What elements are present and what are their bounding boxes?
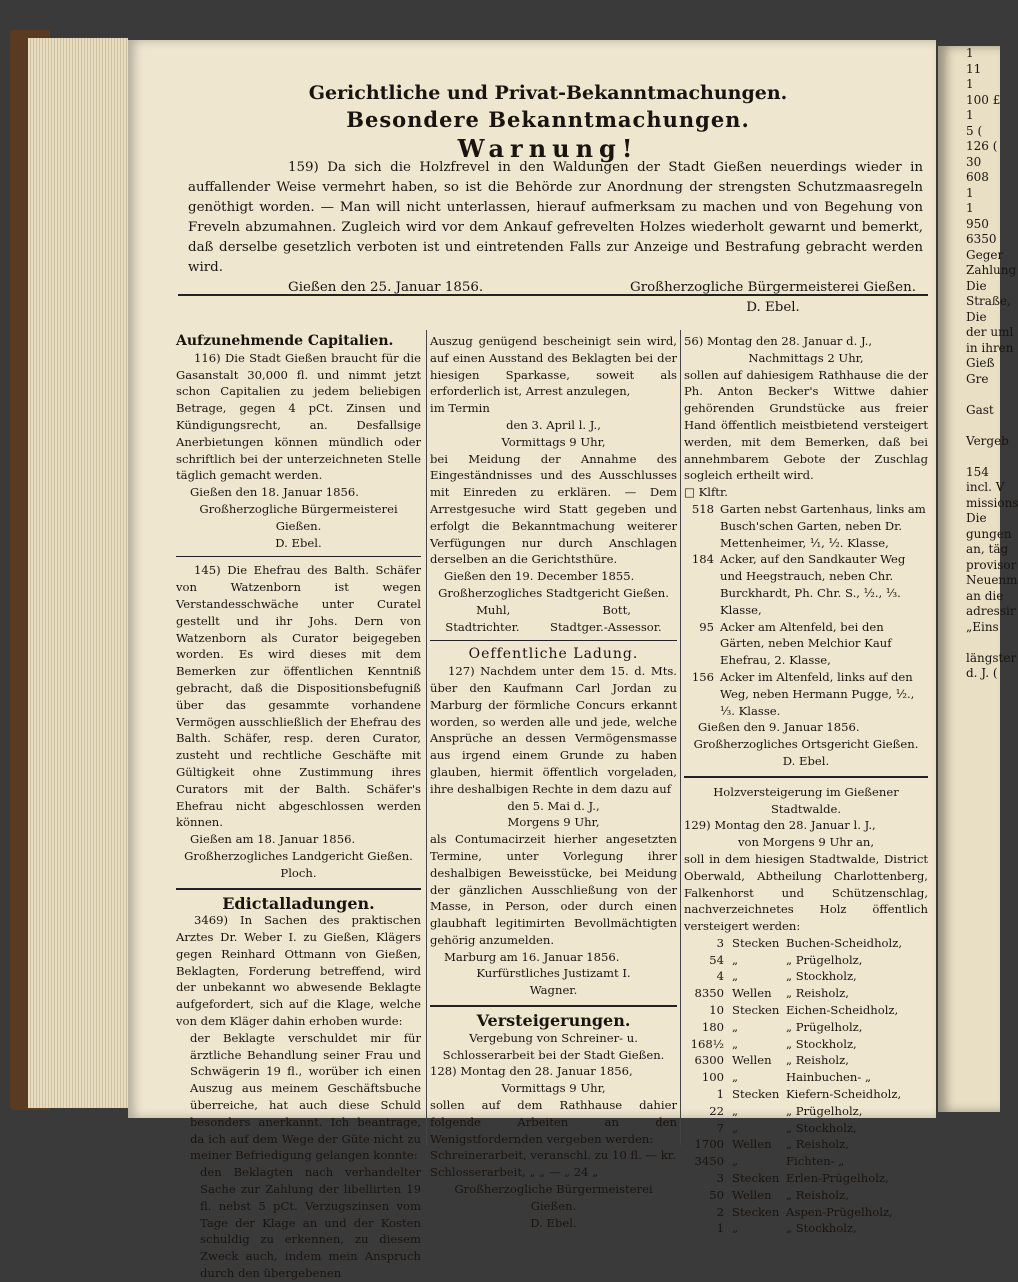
lot-description: Garten nebst Gartenhaus, links am Busch'schen Garten, neben Dr. Mettenheimer, ¹⁄₁, ¹⁄₂. Klasse, (720, 501, 926, 550)
notice-date: Marburg am 16. Januar 1856. (444, 949, 620, 964)
notice-signer: D. Ebel. (275, 535, 322, 550)
wood-kind: Hainbuchen- „ (786, 1070, 871, 1085)
wood-item (684, 1136, 928, 1153)
wood-kind: „ Stockholz, (786, 1221, 857, 1236)
notice-date: Gießen den 9. Januar 1856. (698, 720, 860, 735)
column-3 (684, 333, 928, 1237)
lot-list (684, 501, 928, 719)
termin-label: im Termin (430, 401, 490, 416)
divider (176, 888, 421, 890)
wood-item (684, 1187, 928, 1204)
termin-date: den 5. Mai d. J., (507, 798, 600, 813)
page-header (168, 80, 928, 164)
wood-quantity: 22 (709, 1103, 724, 1118)
wood-item (684, 1153, 928, 1170)
wood-kind: „ Reisholz, (786, 1137, 849, 1152)
lot-item (684, 619, 928, 669)
signer-role: Stadtrichter. (445, 619, 520, 634)
wood-unit: Stecken (732, 1171, 780, 1186)
wood-quantity: 4 (716, 969, 724, 984)
wood-quantity: 3 (716, 935, 724, 950)
lot-item (684, 551, 928, 618)
wood-quantity: 1 (716, 1221, 724, 1236)
wood-unit: Wellen (732, 1187, 772, 1202)
column-rule (680, 330, 681, 1145)
next-page-fragment: Vergeb (966, 433, 1009, 448)
next-page-fragment: an die (966, 588, 1004, 603)
termin-time: Vormittags 9 Uhr, (501, 1081, 606, 1096)
wood-quantity: 1 (716, 1087, 724, 1102)
next-page-fragment: Gieß (966, 356, 995, 370)
wood-item (684, 952, 928, 969)
wood-quantity: 6300 (694, 1053, 724, 1068)
wood-kind: „ Prügelholz, (786, 952, 863, 967)
next-page-fragment: 154 (966, 464, 989, 479)
next-page-fragment: 11 (966, 61, 982, 76)
wood-kind: „ Stockholz, (786, 969, 857, 984)
wood-unit: Stecken (732, 1003, 780, 1018)
wood-unit: Wellen (732, 986, 772, 1001)
wood-unit: „ (732, 1070, 739, 1085)
lot-number: 518 (691, 501, 714, 516)
column-1 (176, 333, 421, 1282)
wood-kind: „ Reisholz, (786, 1187, 849, 1202)
wood-list (684, 935, 928, 1237)
notice-date: Gießen den 18. Januar 1856. (190, 485, 359, 500)
page-title: Gerichtliche und Privat-Bekanntmachungen. (308, 82, 788, 104)
notice-128-text: sollen auf dem Rathhause dahier folgende Arbeiten an den Wenigstfordernden vergeben werden: (430, 1098, 677, 1146)
wood-quantity: 50 (709, 1187, 724, 1202)
wood-kind: „ Prügelholz, (786, 1103, 863, 1118)
next-page-fragment: Die (966, 511, 987, 525)
next-page-fragment: Die (966, 309, 987, 324)
page-stack-edge (28, 38, 128, 1108)
next-page-fragment: 950 (966, 216, 989, 231)
notice-3469-end: bei Meidung der Annahme des Eingeständnisses und des Ausschlusses mit Einreden zu erklären. — Dem Arrestgesuche wird Statt gegeben und erfolgt die Bekanntmachung weiterer Verfügungen nur durch Anschlagen derselben an die Gerichtsthüre. (430, 451, 677, 567)
column-2 (430, 333, 677, 1231)
next-page-fragment: 100 £ (966, 92, 1001, 107)
wood-item (684, 1170, 928, 1187)
wood-item (684, 1052, 928, 1069)
work-item: Schreinerarbeit, veranschl. zu 10 fl. — kr. (430, 1148, 676, 1163)
next-page-fragment: 1 (966, 108, 974, 122)
newspaper-page (128, 40, 936, 1281)
wood-unit: „ (732, 1019, 739, 1034)
wood-unit: Wellen (732, 1137, 772, 1152)
next-page-fragment (938, 418, 1000, 434)
wood-unit: „ (732, 1036, 739, 1051)
next-page-fragment: 6350 (966, 232, 997, 246)
wood-quantity: 168½ (690, 1036, 724, 1051)
notice-3469-claim: der Beklagte verschuldet mir für ärztliche Behandlung seiner Frau und Schwägerin 19 fl., worüber ich einen Auszug aus meinem Geschäftsbuche überreiche, hat auch diese Schuld besonders anerkannt. Ich beantrage, da ich auf dem Wege der Güte nicht zu meiner Befriedigung gelangen konnte: (190, 1030, 421, 1163)
notice-signer: D. Ebel. (782, 753, 830, 768)
next-page-fragment: der uml (966, 325, 1014, 339)
lot-number: 184 (691, 552, 714, 567)
wood-quantity: 100 (701, 1070, 724, 1085)
notice-signer: Muhl, (476, 602, 511, 617)
wood-item (684, 1120, 928, 1137)
wood-unit: Stecken (732, 1087, 780, 1102)
next-page-fragment: Geger (966, 247, 1004, 262)
notice-text: 159) Da sich die Holzfrevel in den Waldungen der Stadt Gießen neuerdings wieder in auffallender Weise vermehrt haben, so ist die Behörde zur Anordnung der strengsten Schutzmaasregeln genöthigt worden. — Man will nicht unterlassen, hierauf aufmerksam zu machen und von Begehung von Freveln abzumahnen. Zugleich wird vor dem Ankauf gefrevelten Holzes wiederholt gewarnt und bemerkt, daß derselbe gesetzlich verboten ist und eintretenden Falls zur Anzeige und Bestrafung gebracht werden wird. (188, 160, 923, 275)
next-page-fragment: 608 (966, 170, 989, 184)
next-page-fragment: Gast (966, 402, 994, 417)
divider (430, 1005, 677, 1007)
notice-3469-continued: Auszug genügend bescheinigt sein wird, auf einen Ausstand des Beklagten bei der hiesigen Sparkasse, soweit als erforderlich ist, Arrest anzulegen, (430, 334, 677, 399)
termin-date: den 3. April l. J., (506, 417, 601, 432)
divider (430, 640, 677, 641)
wood-item (684, 1204, 928, 1221)
notice-128: 128) Montag den 28. Januar 1856, (430, 1064, 633, 1079)
notice-authority: Großherzogliche Bürgermeisterei Gießen. (630, 280, 916, 295)
next-page-edge (938, 46, 1018, 1112)
lot-number: 95 (699, 619, 714, 634)
next-page-fragment: 5 ( (966, 123, 983, 138)
divider (684, 776, 928, 778)
wood-kind: „ Stockholz, (786, 1120, 857, 1135)
wood-unit: Stecken (732, 1204, 780, 1219)
next-page-fragment: 1 (966, 185, 974, 200)
next-page-fragment: adressir (966, 604, 1016, 618)
lot-description: Acker, auf den Sandkauter Weg und Heegstrauch, neben Chr. Burckhardt, Ph. Chr. S., ¹⁄₂., ¹⁄₃. Klasse, (720, 552, 906, 617)
unit-label: □ Klftr. (684, 485, 728, 500)
lot-item (684, 669, 928, 719)
next-page-fragment: Gre (966, 371, 989, 386)
termin-time: Morgens 9 Uhr, (507, 815, 600, 830)
next-page-fragment: 1 (966, 46, 974, 60)
column-rule (426, 330, 427, 1145)
next-page-fragment: in ihren (966, 340, 1014, 355)
notice-authority: Großherzogliche Bürgermeisterei Gießen. (454, 1182, 653, 1213)
next-page-fragment: 1 (966, 77, 974, 91)
wood-unit: Stecken (732, 935, 780, 950)
warning-title: Warnung! (457, 134, 639, 163)
notice-56: 56) Montag den 28. Januar d. J., (684, 334, 873, 348)
next-page-fragment (938, 387, 1000, 403)
next-page-fragment: gungen (966, 526, 1012, 541)
notice-date: Gießen den 19. December 1855. (444, 569, 635, 584)
next-page-fragment: Straße, (966, 294, 1011, 308)
termin-time: Vormittags 9 Uhr, (501, 434, 606, 449)
notice-127: 127) Nachdem unter dem 15. d. Mts. über den Kaufmann Carl Jordan zu Marburg der förmliche Concurs erkannt worden, so werden alle und jede, welche Ansprüche an dessen Vermögensmasse aus irgend einem Grunde zu haben glauben, hiermit öffentlich vorgeladen, ihre deshalbigen Rechte in dem dazu auf (430, 664, 677, 796)
notice-signer: D. Ebel. (530, 1215, 577, 1230)
wood-unit: „ (732, 952, 739, 967)
notice-date: Gießen am 18. Januar 1856. (190, 832, 356, 847)
capitalien-title: Aufzunehmende Capitalien. (176, 333, 394, 349)
termin-time: Nachmittags 2 Uhr, (748, 350, 864, 365)
wood-quantity: 8350 (694, 986, 724, 1001)
signer-role: Stadtger.-Assessor. (550, 619, 662, 634)
wood-kind: Eichen-Scheidholz, (786, 1003, 899, 1018)
edict-title: Edictalladungen. (222, 893, 375, 913)
notice-authority: Großherzogliches Landgericht Gießen. (184, 848, 413, 863)
notice-116: 116) Die Stadt Gießen braucht für die Gasanstalt 30,000 fl. und nimmt jetzt schon Capitalien zu jedem beliebigen Betrage, gegen 4 pCt. Zinsen und Kündigungsrecht, an. Desfallsige Anerbietungen können mündlich oder schriftlich bei der unterzeichneten Stelle täglich gemacht werden. (176, 350, 421, 483)
wood-item (684, 985, 928, 1002)
wood-quantity: 3450 (694, 1154, 724, 1169)
holzversteigerung-title: Holzversteigerung im Gießener Stadtwalde. (713, 784, 899, 816)
wood-quantity: 3 (716, 1171, 724, 1186)
wood-item (684, 1036, 928, 1053)
wood-kind: Aspen-Prügelholz, (786, 1204, 893, 1219)
notice-56-text: sollen auf dahiesigem Rathhause die der Ph. Anton Becker's Wittwe dahier gehörenden Grundstücke aus freier Hand öffentlich meistbietend versteigert werden, mit dem Bemerken, daß bei annehmbarem Gebote der Zuschlag sogleich ertheilt wird. (684, 367, 928, 483)
next-page-fragment (938, 449, 1000, 465)
next-page-fragment: Die (966, 278, 987, 293)
wood-unit: „ (732, 1120, 739, 1135)
wood-item (684, 1069, 928, 1086)
wood-item (684, 1220, 928, 1237)
wood-kind: „ Reisholz, (786, 986, 849, 1001)
wood-quantity: 10 (709, 1003, 724, 1018)
next-page-fragment: 1 (966, 201, 974, 215)
notice-145: 145) Die Ehefrau des Balth. Schäfer von Watzenborn ist wegen Verstandesschwäche unter Curatel gestellt und ihr Johs. Dern von Watzenborn als Curator beigegeben worden. Es wird dieses mit dem Bemerken zur öffentlichen Kenntniß gebracht, daß die Dispositionsbefugniß über das gesammte vorhandene Vermögen ausschließlich der Ehefrau des Balth. Schäfer, resp. deren Curator, zusteht und rechtliche Geschäfte mit Gültigkeit ohne Zustimmung ihres Curators mit der Balth. Schäfer's Ehefrau nicht abgeschlossen werden können. (176, 563, 421, 830)
wood-unit: „ (732, 1154, 739, 1169)
wood-unit: „ (732, 969, 739, 984)
next-page-fragment: incl. V (966, 480, 1005, 494)
notice-authority: Kurfürstliches Justizamt I. (476, 966, 631, 981)
next-page-fragment (938, 635, 1000, 651)
wood-quantity: 180 (701, 1019, 724, 1034)
divider (176, 556, 421, 557)
lot-description: Acker im Altenfeld, links auf den Weg, neben Hermann Pugge, ¹⁄₂., ¹⁄₃. Klasse. (720, 669, 915, 718)
wood-kind: „ Prügelholz, (786, 1019, 863, 1034)
section-title: Besondere Bekanntmachungen. (346, 107, 750, 132)
next-page-fragment: provisor (966, 557, 1017, 572)
wood-item (684, 935, 928, 952)
next-page-fragment: missions (966, 495, 1018, 510)
notice-3469: 3469) In Sachen des praktischen Arztes Dr. Weber I. zu Gießen, Klägers gegen Reinhard Ottmann von Gießen, Beklagten, Forderung betreffend, wird der unbekannt wo abwesende Beklagte aufgefordert, sich auf die Klage, welche von dem Kläger dahin erhoben wurde: (176, 913, 421, 1029)
lot-number: 156 (691, 669, 714, 684)
wood-unit: Wellen (732, 1053, 772, 1068)
wood-quantity: 2 (716, 1204, 724, 1219)
next-page-fragment: an, täg (966, 542, 1009, 556)
wood-quantity: 7 (716, 1120, 724, 1135)
vergebung-heading: Vergebung von Schreiner- u. Schlosserarbeit bei der Stadt Gießen. (442, 1030, 665, 1062)
wood-quantity: 1700 (694, 1137, 724, 1152)
notice-authority: Großherzogliches Ortsgericht Gießen. (693, 737, 919, 752)
notice-signer: Ploch. (280, 865, 317, 880)
wood-item (684, 1019, 928, 1036)
oeffentliche-ladung-title: Oeffentliche Ladung. (468, 646, 639, 663)
termin-time: von Morgens 9 Uhr an, (737, 835, 875, 850)
notice-127-end: als Contumacirzeit hierher angesetzten Termine, unter Vorlegung ihrer deshalbigen Beweisstücke, bei Meidung der gänzlichen Ausschließung von der Masse, in Person, oder durch einen glaubhaft legitimirten Bevollmächtigten gehörig anzumelden. (430, 832, 677, 947)
notice-authority: Großherzogliche Bürgermeisterei Gießen. (199, 501, 398, 533)
wood-kind: Erlen-Prügelholz, (786, 1171, 889, 1186)
lot-description: Acker am Altenfeld, bei den Gärten, neben Melchior Kauf Ehefrau, 2. Klasse, (720, 619, 892, 668)
next-page-fragment: Zahlung (966, 263, 1017, 277)
wood-item (684, 1002, 928, 1019)
notice-date: Gießen den 25. Januar 1856. (288, 280, 484, 295)
notice-3469-request: den Beklagten nach verhandelter Sache zur Zahlung der libellirten 19 fl. nebst 5 pCt. Verzugszinsen vom Tage der Klage an und der Kosten schuldig zu erkennen, zu diesem Zweck auch, indem mein Anspruch durch den übergebenen (200, 1165, 421, 1281)
next-page-fragment: „Eins (966, 619, 999, 634)
next-page-fragment: 126 ( (966, 139, 998, 153)
notice-signer: D. Ebel. (746, 300, 800, 315)
wood-item (684, 1086, 928, 1103)
wood-kind: Fichten- „ (786, 1154, 845, 1169)
wood-kind: „ Reisholz, (786, 1053, 849, 1068)
wood-quantity: 54 (709, 952, 724, 967)
versteigerungen-title: Versteigerungen. (476, 1011, 631, 1031)
wood-kind: Buchen-Scheidholz, (786, 935, 903, 950)
next-page-fragment: 30 (966, 154, 982, 169)
wood-kind: „ Stockholz, (786, 1036, 857, 1051)
wood-item (684, 1103, 928, 1120)
next-page-fragment: Neuenm (966, 573, 1018, 587)
wood-unit: „ (732, 1103, 739, 1118)
lot-item (684, 501, 928, 551)
next-page-fragment: d. J. ( (966, 666, 998, 680)
notice-129-text: soll in dem hiesigen Stadtwalde, District Oberwald, Abtheilung Charlottenberg, Falkenhorst und Schützenschlag, nachverzeichnetes Holz öffentlich versteigert werden: (684, 851, 928, 934)
notice-signer: Wagner. (529, 983, 578, 998)
notice-authority: Großherzogliches Stadtgericht Gießen. (438, 585, 669, 600)
divider (178, 294, 928, 296)
wood-item (684, 968, 928, 985)
work-item: Schlosserarbeit, „ „ — „ 24 „ (430, 1165, 599, 1180)
wood-kind: Kiefern-Scheidholz, (786, 1087, 902, 1102)
notice-129: 129) Montag den 28. Januar l. J., (684, 818, 876, 833)
next-page-fragment: längster (966, 650, 1017, 665)
notice-signer: Bott, (602, 602, 631, 617)
wood-unit: „ (732, 1221, 739, 1236)
